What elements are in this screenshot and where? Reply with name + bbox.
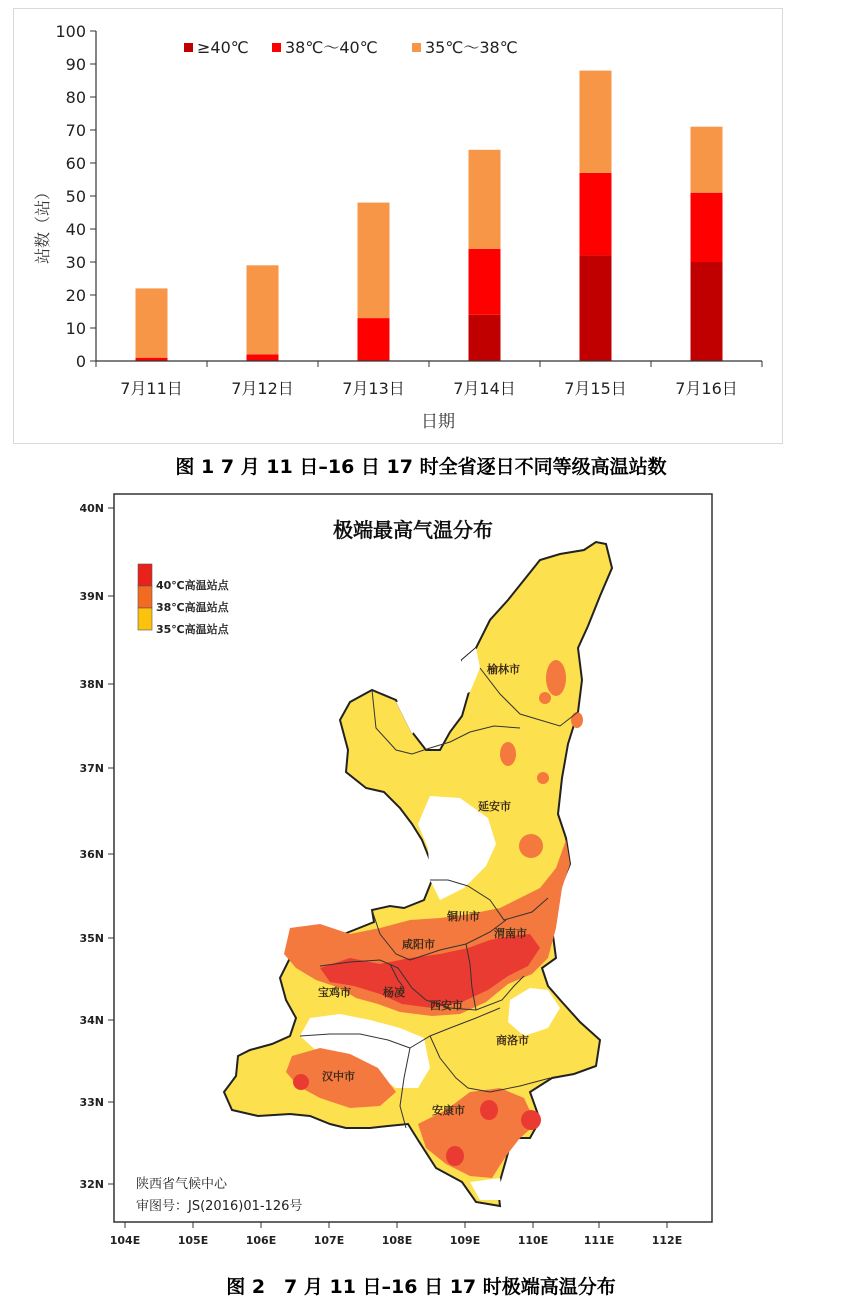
legend-label: 35℃～38℃ [425, 38, 518, 57]
bar-segment [358, 318, 390, 361]
legend-label: 38℃～40℃ [285, 38, 378, 57]
lat-tick-label: 32N [79, 1178, 104, 1191]
city-label-yulin: 榆林市 [487, 663, 520, 676]
x-axis-label: 日期 [421, 412, 455, 432]
city-label-tongchuan: 铜川市 [447, 910, 480, 923]
lon-tick-label: 111E [583, 1234, 615, 1247]
city-label-hanzhong: 汉中市 [322, 1070, 355, 1083]
y-tick-label: 20 [65, 286, 86, 305]
y-tick-label: 70 [65, 121, 86, 140]
map-title: 极端最高气温分布 [333, 518, 493, 542]
x-tick-label: 7月12日 [231, 379, 294, 398]
legend-label: ≥40℃ [197, 38, 249, 57]
y-tick-label: 90 [65, 55, 86, 74]
bar-segment [358, 203, 390, 319]
map-credit-approval: 审图号：JS(2016)01-126号 [136, 1199, 303, 1214]
bar-segment [580, 71, 612, 173]
y-tick-label: 80 [65, 88, 86, 107]
legend-label-38c: 38℃高温站点 [156, 601, 229, 614]
city-label-baoji: 宝鸡市 [318, 986, 351, 999]
lon-tick-label: 104E [109, 1234, 141, 1247]
x-tick-label: 7月11日 [120, 379, 183, 398]
legend-swatch-35c [138, 608, 152, 630]
lat-tick-label: 37N [79, 762, 104, 775]
y-tick-label: 30 [65, 253, 86, 272]
lat-tick-label: 34N [79, 1014, 104, 1027]
bar-segment [469, 249, 501, 315]
lon-tick-label: 105E [177, 1234, 209, 1247]
bar-segment [469, 315, 501, 361]
y-tick-label: 0 [75, 352, 86, 371]
y-tick-label: 10 [65, 319, 86, 338]
lat-tick-label: 39N [79, 590, 104, 603]
lat-tick-label: 35N [79, 932, 104, 945]
city-label-weinan: 渭南市 [494, 927, 527, 940]
legend-swatch-38c [138, 586, 152, 608]
lat-tick-label: 40N [79, 502, 104, 515]
legend-label-40c: 40℃高温站点 [156, 579, 229, 592]
legend-swatch [184, 43, 193, 52]
y-tick-label: 50 [65, 187, 86, 206]
bar-segment [469, 150, 501, 249]
lat-tick-label: 36N [79, 848, 104, 861]
legend-swatch [272, 43, 281, 52]
x-tick-label: 7月14日 [453, 379, 516, 398]
lat-tick-label: 38N [79, 678, 104, 691]
lon-tick-label: 108E [381, 1234, 413, 1247]
y-axis-label: 站数（站） [33, 183, 52, 265]
x-tick-label: 7月13日 [342, 379, 405, 398]
bar-segment [691, 193, 723, 262]
x-tick-label: 7月15日 [564, 379, 627, 398]
temperature-map [0, 488, 842, 1260]
city-label-yanan: 延安市 [478, 800, 511, 813]
legend-swatch-40c [138, 564, 152, 586]
y-tick-label: 60 [65, 154, 86, 173]
city-label-yangling: 杨凌 [383, 986, 405, 999]
lat-tick-label: 33N [79, 1096, 104, 1109]
city-label-ankang: 安康市 [432, 1104, 465, 1117]
lon-tick-label: 112E [651, 1234, 683, 1247]
city-label-xian: 西安市 [430, 999, 463, 1012]
lon-tick-label: 107E [313, 1234, 345, 1247]
lon-tick-label: 106E [245, 1234, 277, 1247]
bar-chart [14, 9, 782, 443]
bar-segment [580, 173, 612, 256]
y-tick-label: 40 [65, 220, 86, 239]
figure-1-caption: 图 1 7 月 11 日–16 日 17 时全省逐日不同等级高温站数 [175, 456, 667, 478]
legend-swatch [412, 43, 421, 52]
y-tick-label: 100 [55, 22, 86, 41]
city-label-shangluo: 商洛市 [496, 1034, 529, 1047]
map-credit-agency: 陕西省气候中心 [136, 1177, 228, 1192]
x-tick-label: 7月16日 [675, 379, 738, 398]
city-label-xianyang: 咸阳市 [402, 938, 435, 951]
chart-legend [184, 38, 518, 57]
bar-segment [691, 127, 723, 193]
lon-tick-label: 110E [517, 1234, 549, 1247]
bar-segment [247, 265, 279, 354]
bar-segment [247, 354, 279, 361]
bar-chart-panel [13, 8, 783, 444]
bar-segment [691, 262, 723, 361]
bar-segment [136, 288, 168, 357]
bar-segment [580, 255, 612, 361]
figure-2-caption: 图 2 7 月 11 日–16 日 17 时极端高温分布 [226, 1276, 616, 1298]
legend-label-35c: 35℃高温站点 [156, 623, 229, 636]
lon-tick-label: 109E [449, 1234, 481, 1247]
